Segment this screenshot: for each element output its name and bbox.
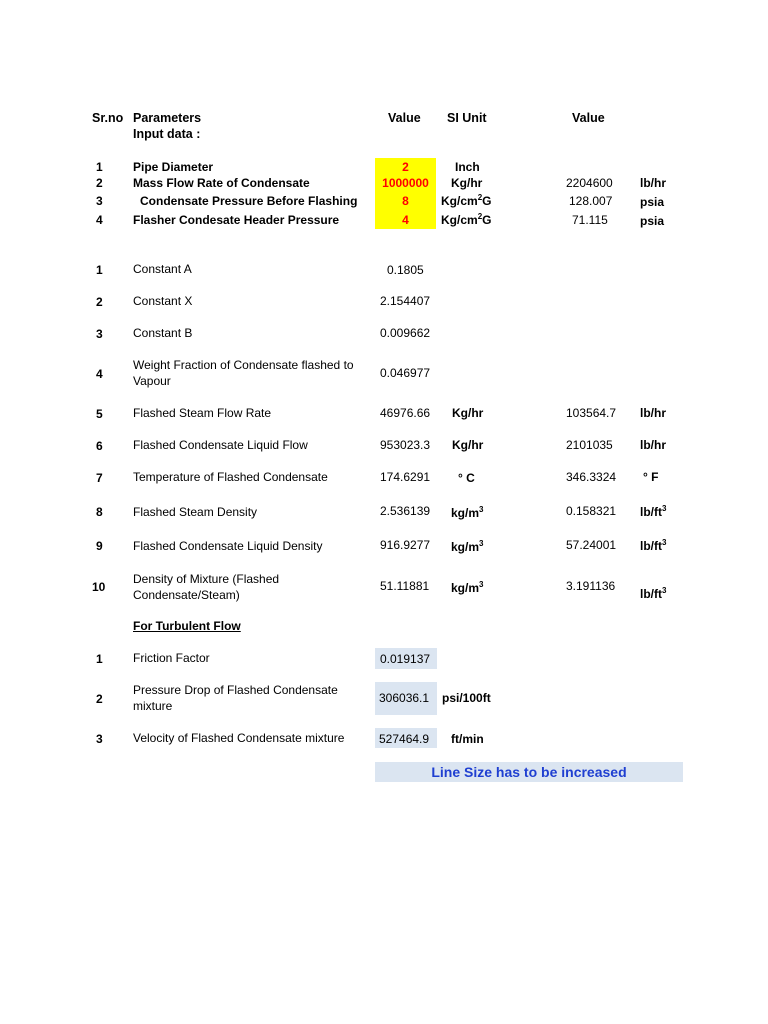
row-label: Flashed Steam Density: [133, 505, 258, 519]
row-number: 4: [96, 213, 103, 227]
row-value-imperial: 128.007: [569, 194, 613, 208]
row-unit: $Kg/cm^2G$: [441, 193, 492, 208]
row-number: 7: [96, 471, 103, 485]
row-number: 1: [96, 160, 103, 174]
row-label: Mass Flow Rate of Condensate: [133, 176, 310, 190]
row-number: 6: [96, 439, 103, 453]
row-label: Flashed Steam Flow Rate: [133, 406, 272, 420]
row-label: Density of Mixture (Flashed Condensate/Steam): [133, 572, 280, 602]
header-value-imperial: Value: [572, 111, 605, 125]
header-value: Value: [388, 111, 421, 125]
row-label: Pressure Drop of Flashed Condensate mixture: [133, 683, 338, 713]
input-value[interactable]: 8: [402, 194, 409, 208]
header-input-data: Input data :: [133, 127, 201, 141]
row-value-imperial: 0.158321: [566, 504, 617, 518]
input-value[interactable]: 2: [402, 160, 409, 174]
row-unit: psi/100ft: [442, 691, 491, 705]
row-unit: ft/min: [451, 732, 484, 746]
row-number: 3: [96, 194, 103, 208]
row-label: Constant A: [133, 262, 192, 276]
row-unit: $kg/m^3$: [451, 539, 484, 554]
row-unit-imperial: $lb/ft^3$: [640, 538, 667, 553]
row-unit-imperial: psia: [640, 214, 665, 228]
row-number: 1: [96, 263, 103, 277]
row-value-imperial: 103564.7: [566, 406, 617, 420]
row-value: 2.536139: [380, 504, 431, 518]
row-number: 2: [96, 176, 103, 190]
header-si-unit: SI Unit: [447, 111, 487, 125]
row-number: 3: [96, 327, 103, 341]
row-unit-imperial: lb/hr: [640, 406, 666, 420]
row-value-imperial: 346.3324: [566, 470, 617, 484]
row-label: Flashed Condensate Liquid Density: [133, 539, 323, 553]
row-label: Constant X: [133, 294, 193, 308]
row-unit: $Kg/cm^2G$: [441, 212, 492, 227]
row-label: Weight Fraction of Condensate flashed to Vapour: [133, 358, 354, 388]
row-value: 916.9277: [380, 538, 431, 552]
row-value: 0.1805: [387, 263, 424, 277]
row-value: 2.154407: [380, 294, 431, 308]
row-value-imperial: 71.115: [572, 213, 608, 227]
row-value: 0.019137: [380, 652, 431, 666]
header-parameters: Parameters: [133, 111, 202, 125]
row-unit: Kg/hr: [452, 438, 484, 452]
row-number: 9: [96, 539, 103, 553]
row-number: 10: [92, 580, 106, 594]
row-number: 1: [96, 652, 103, 666]
row-unit: Kg/hr: [452, 406, 484, 420]
input-value[interactable]: 4: [402, 213, 409, 227]
row-unit-imperial: psia: [640, 195, 665, 209]
row-unit-imperial: lb/hr: [640, 438, 666, 452]
row-number: 8: [96, 505, 103, 519]
row-unit: Kg/hr: [451, 176, 483, 190]
row-value: 306036.1: [379, 691, 430, 705]
row-unit-imperial: lb/hr: [640, 176, 666, 190]
row-value-imperial: 2204600: [566, 176, 613, 190]
row-value: 46976.66: [380, 406, 431, 420]
row-unit-imperial: $lb/ft^3$: [640, 504, 667, 519]
row-value-imperial: 57.24001: [566, 538, 617, 552]
row-label: Flashed Condensate Liquid Flow: [133, 438, 308, 452]
row-unit-imperial: ° F: [643, 470, 659, 484]
row-value: 174.6291: [380, 470, 431, 484]
row-number: 3: [96, 732, 103, 746]
row-label: Friction Factor: [133, 651, 210, 665]
row-label: Flasher Condesate Header Pressure: [133, 213, 340, 227]
row-label: Pipe Diameter: [133, 160, 214, 174]
row-value-imperial: 2101035: [566, 438, 613, 452]
section-heading-turbulent: For Turbulent Flow: [133, 619, 241, 633]
row-number: 2: [96, 295, 103, 309]
row-unit: $kg/m^3$: [451, 580, 484, 595]
row-value-imperial: 3.191136: [566, 579, 616, 593]
input-value[interactable]: 1000000: [382, 176, 429, 190]
row-unit: $kg/m^3$: [451, 505, 484, 520]
header-srno: Sr.no: [92, 111, 124, 125]
row-unit: ° C: [458, 471, 475, 485]
result-banner: Line Size has to be increased: [375, 762, 683, 782]
row-number: 2: [96, 692, 103, 706]
row-value: 0.046977: [380, 366, 431, 380]
row-value: 0.009662: [380, 326, 431, 340]
row-value: 953023.3: [380, 438, 431, 452]
row-value: 527464.9: [379, 732, 430, 746]
row-unit: Inch: [455, 160, 480, 174]
row-number: 5: [96, 407, 103, 421]
row-label: Temperature of Flashed Condensate: [133, 470, 328, 484]
row-number: 4: [96, 367, 103, 381]
row-label: Velocity of Flashed Condensate mixture: [133, 731, 345, 745]
row-value: 51.11881: [380, 579, 430, 593]
row-label: Constant B: [133, 326, 193, 340]
row-unit-imperial: $lb/ft^3$: [640, 586, 667, 601]
row-label: Condensate Pressure Before Flashing: [140, 194, 358, 208]
